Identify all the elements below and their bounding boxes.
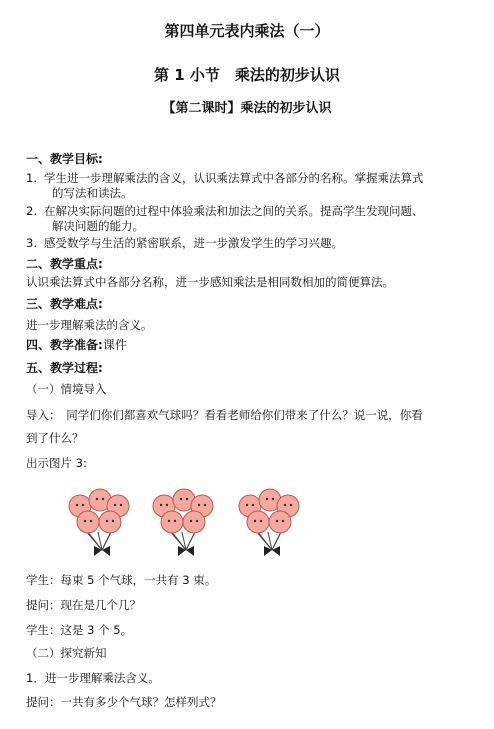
process-part1: （一）情境导入 [26,382,107,396]
goal-item-1-cont: 的写法和读法。 [52,186,133,200]
student-answer-1: 学生：每束 5 个气球，一共有 3 束。 [26,573,217,587]
show-picture-text: 出示图片 3: [26,456,87,470]
balloon-bouquet-1-icon [58,484,138,566]
goal-text: 学生进一步理解乘法的含义，认识乘法算式中各部分的名称。掌握乘法算式 [44,171,424,185]
goal-num: 1. [26,171,37,185]
difficulties-text: 进一步理解乘法的含义。 [26,318,153,332]
goal-text: 感受数学与生活的紧密联系，进一步激发学生的学习兴趣。 [44,236,343,250]
lesson-title: 【第二课时】乘法的初步认识 [162,101,332,116]
intro-line2: 到了什么？ [26,431,84,445]
preparation-heading [26,336,127,353]
step-1: 1．进一步理解乘法含义。 [26,671,160,685]
teacher-question-1: 提问：现在是几个几？ [26,598,141,612]
key-points-text: 认识乘法算式中各部分名称，进一步感知乘法是相同数相加的简便算法。 [26,275,394,289]
goal-num: 3. [26,236,37,250]
goal-text: 在解决实际问题的过程中体验乘法和加法之间的关系。提高学生发现问题、 [44,204,424,218]
unit-title: 第四单元表内乘法（一） [164,22,330,40]
preparation-value: 课件 [102,338,127,352]
preparation-label: 四、教学准备: [26,338,103,352]
process-heading: 五、教学过程: [26,361,103,375]
goal-item-1 [26,170,424,186]
key-points-heading: 二、教学重点: [26,257,103,271]
student-answer-2: 学生：这是 3 个 5。 [26,623,133,637]
balloon-bouquet-2-icon [142,484,222,566]
process-part2: （二）探究新知 [26,646,107,660]
intro-line1: 导入： 同学们你们都喜欢气球吗？看看老师给你们带来了什么？说一说，你看 [26,408,423,422]
goal-item-2-cont: 解决问题的能力。 [52,219,144,233]
section-title: 第 1 小节 乘法的初步认识 [154,66,340,84]
goals-heading: 一、教学目标: [26,152,103,166]
teacher-question-2: 提问：一共有多少个气球？怎样列式？ [26,695,222,709]
difficulties-heading: 三、教学难点: [26,297,103,311]
goal-num: 2. [26,204,37,218]
goal-item-3 [26,235,343,251]
balloon-bouquet-3-icon [228,484,308,566]
goal-item-2 [26,203,424,219]
